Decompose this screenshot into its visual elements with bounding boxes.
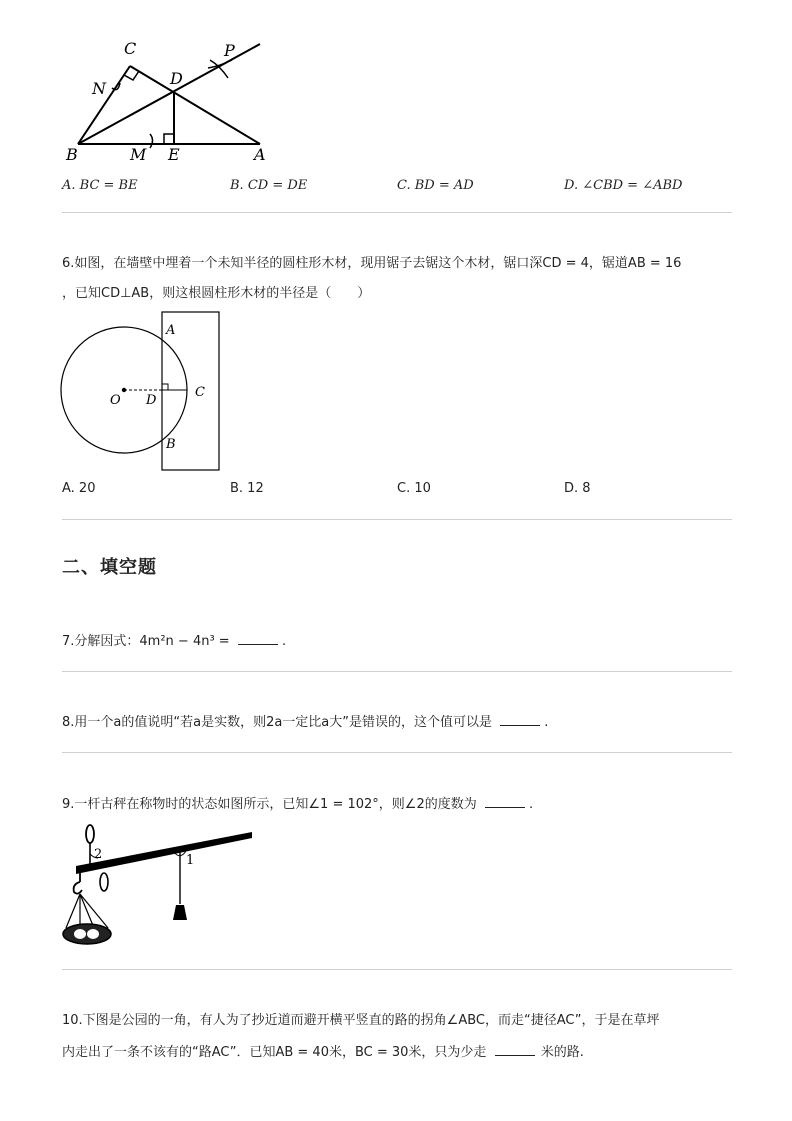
section-title: 二、填空题: [62, 557, 157, 578]
label-m: M: [130, 145, 147, 164]
q9-end: .: [529, 797, 534, 812]
q7-text: 7.分解因式：4m²n − 4n³ =: [62, 634, 230, 649]
q10-question-line1: 10.下图是公园的一角，有人为了抄近道而避开横平竖直的路的拐角∠ABC，而走“捷径AC”，于是在草坪: [62, 1013, 660, 1028]
q5-option-b[interactable]: B. CD = DE: [230, 178, 308, 193]
q8-end: .: [544, 715, 549, 730]
q6-option-d[interactable]: D. 8: [564, 481, 591, 496]
divider: [62, 752, 732, 753]
label-a: A: [254, 145, 266, 164]
pan-string: [80, 894, 108, 928]
counterweight: [173, 905, 187, 920]
q7-end: .: [281, 634, 287, 649]
q9-question: [62, 795, 533, 814]
divider: [62, 969, 732, 970]
angle-label-1: 1: [186, 853, 195, 868]
hook: [74, 882, 82, 894]
label-n: N: [92, 79, 106, 98]
q9-answer-blank[interactable]: [485, 795, 525, 808]
label-d: D: [146, 393, 157, 408]
label-b: B: [66, 145, 78, 164]
label-a: A: [166, 323, 176, 338]
arc-m: [150, 134, 153, 148]
q6-circle-figure: [60, 308, 225, 474]
label-p: P: [224, 41, 235, 60]
pan-string: [66, 894, 80, 928]
q10-text-b: 米的路.: [540, 1045, 584, 1060]
q5-geometry-figure: [60, 38, 280, 166]
q6-question-line1: 6.如图，在墙壁中埋着一个未知半径的圆柱形木材，现用锯子去锯这个木材，锯口深CD = 4，锯道AB = 16: [62, 256, 682, 271]
q10-question-line2: [62, 1043, 584, 1062]
q10-answer-blank[interactable]: [495, 1043, 535, 1056]
label-c: C: [195, 385, 205, 400]
q8-question: [62, 713, 548, 732]
q6-option-c[interactable]: C. 10: [397, 481, 431, 496]
label-e: E: [168, 145, 180, 164]
q7-question: [62, 632, 286, 651]
q6-option-b[interactable]: B. 12: [230, 481, 264, 496]
q9-steelyard-figure: [60, 822, 260, 950]
q8-text: 8.用一个a的值说明“若a是实数，则2a一定比a大”是错误的，这个值可以是: [62, 715, 493, 730]
label-d: D: [170, 69, 183, 88]
label-c: C: [124, 39, 137, 58]
center-dot: [122, 388, 126, 392]
pan-item: [74, 929, 86, 939]
q5-option-d[interactable]: D. ∠CBD = ∠ABD: [564, 178, 683, 193]
right-angle-d: [162, 384, 168, 390]
pan-item: [87, 929, 99, 939]
segment-bc: [78, 66, 130, 144]
beam: [76, 832, 252, 874]
divider: [62, 519, 732, 520]
q6-question-line2: ，已知CD⊥AB，则这根圆柱形木材的半径是（ ）: [62, 286, 371, 301]
right-angle-e: [164, 134, 174, 144]
angle-label-2: 2: [94, 847, 103, 862]
q10-text-a: 内走出了一条不该有的“路AC”．已知AB = 40米，BC = 30米，只为少走: [62, 1045, 487, 1060]
q6-option-a[interactable]: A. 20: [62, 481, 96, 496]
q7-answer-blank[interactable]: [238, 632, 278, 645]
divider: [62, 212, 732, 213]
q5-option-a[interactable]: A. BC = BE: [62, 178, 138, 193]
top-loop: [86, 825, 94, 843]
q9-text: 9.一杆古秤在称物时的状态如图所示，已知∠1 = 102°，则∠2的度数为: [62, 797, 477, 812]
q5-option-c[interactable]: C. BD = AD: [397, 178, 474, 193]
q8-answer-blank[interactable]: [500, 713, 540, 726]
pan-string: [80, 894, 94, 928]
lower-loop: [100, 873, 108, 891]
label-b: B: [166, 437, 176, 452]
label-o: O: [110, 393, 121, 408]
divider: [62, 671, 732, 672]
